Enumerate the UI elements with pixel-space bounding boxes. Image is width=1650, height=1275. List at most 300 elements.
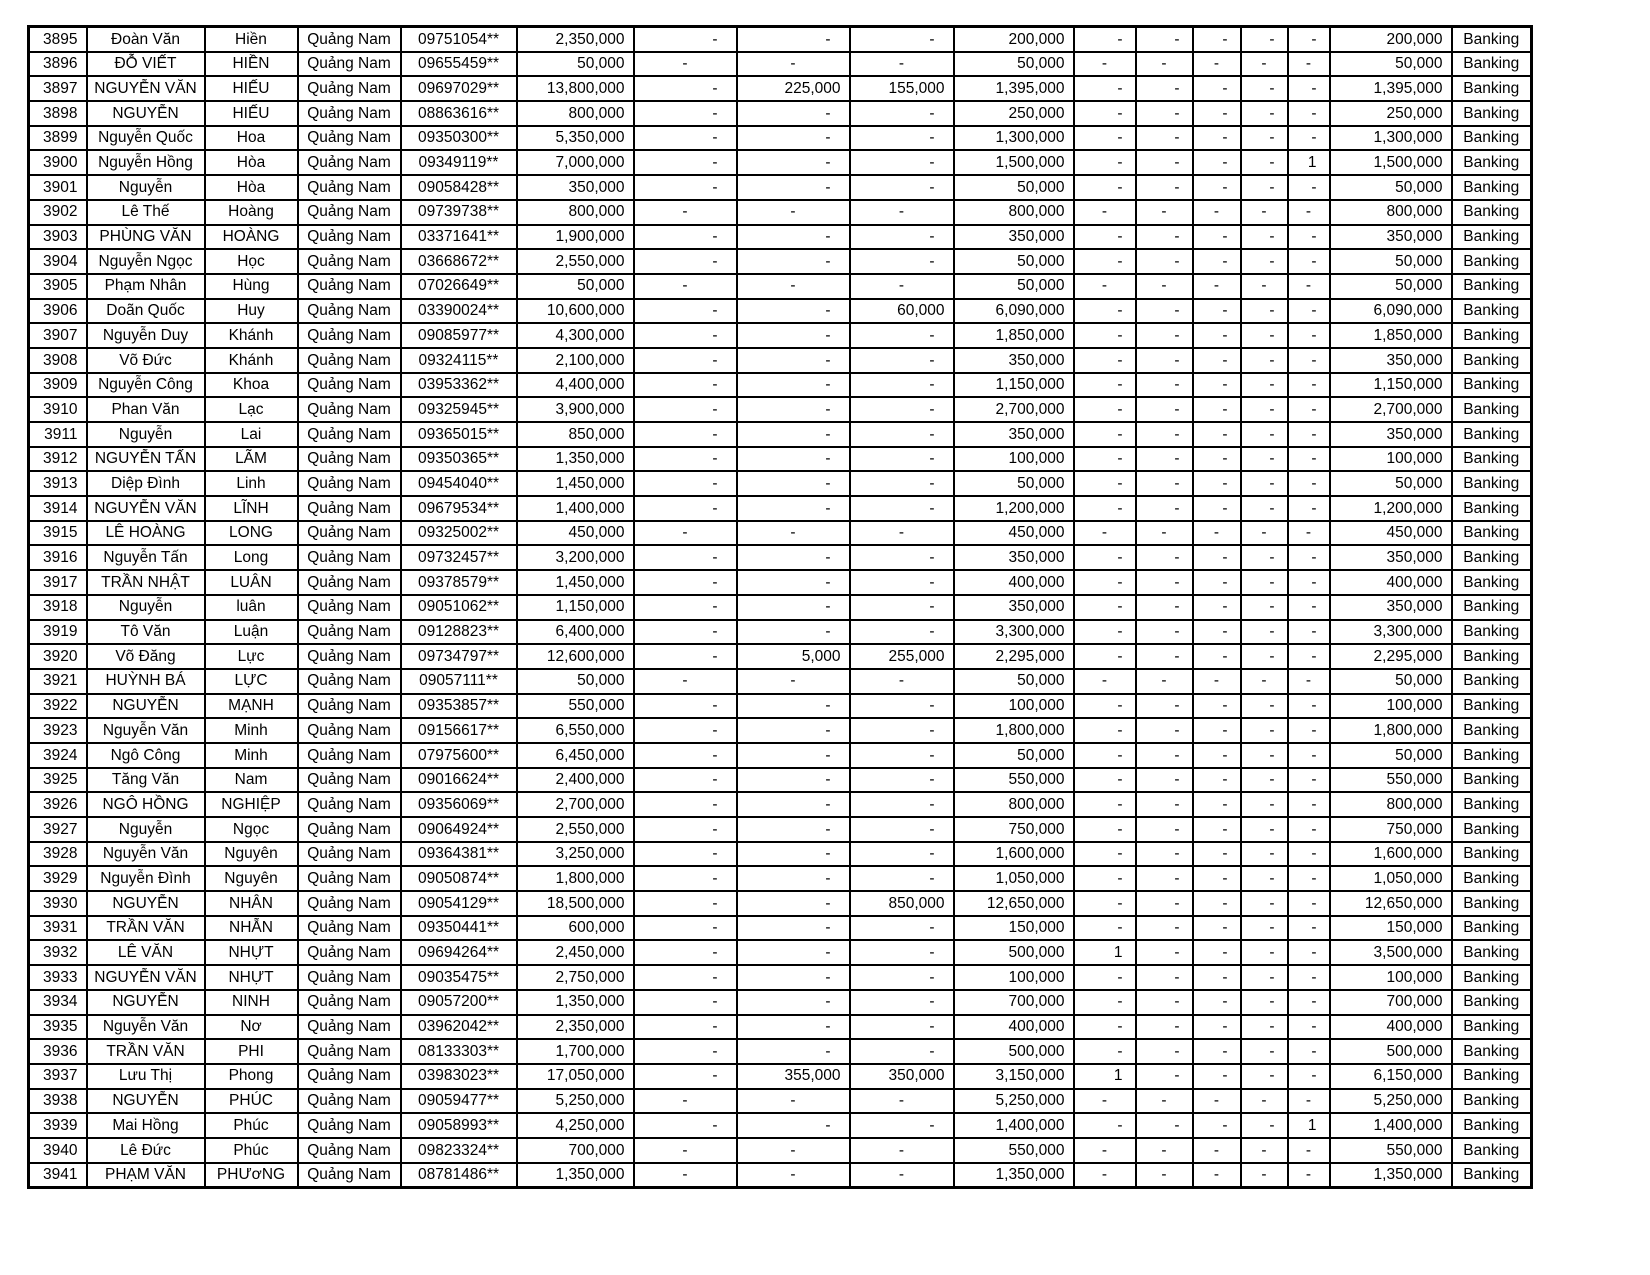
cell-flag-4: - — [1241, 76, 1288, 101]
cell-family-name: NHẪN — [205, 916, 298, 941]
cell-amount-final: 50,000 — [1330, 249, 1452, 274]
cell-flag-3: - — [1193, 1015, 1241, 1040]
cell-phone-masked: 09751054** — [401, 27, 517, 52]
cell-flag-4: - — [1241, 126, 1288, 151]
cell-amount-col7: - — [634, 1163, 737, 1188]
cell-flag-5: - — [1288, 397, 1330, 422]
cell-given-name: PHÙNG VĂN — [87, 225, 205, 250]
cell-given-name: NGÔ HỒNG — [87, 792, 205, 817]
cell-amount-col10: 3,150,000 — [954, 1064, 1074, 1089]
cell-flag-3: - — [1193, 101, 1241, 126]
cell-flag-5: - — [1288, 126, 1330, 151]
cell-amount-col10: 500,000 — [954, 940, 1074, 965]
cell-given-name: PHẠM VĂN — [87, 1163, 205, 1188]
cell-amount-col9: - — [850, 916, 954, 941]
cell-province: Quảng Nam — [298, 792, 401, 817]
cell-payment-method: Banking — [1452, 866, 1532, 891]
cell-row-id: 3921 — [29, 669, 87, 694]
cell-row-id: 3927 — [29, 817, 87, 842]
cell-family-name: Hòa — [205, 150, 298, 175]
cell-family-name: HIẾU — [205, 101, 298, 126]
cell-phone-masked: 09050874** — [401, 866, 517, 891]
cell-family-name: Hiền — [205, 27, 298, 52]
cell-given-name: Phan Văn — [87, 397, 205, 422]
cell-flag-3: - — [1193, 940, 1241, 965]
cell-flag-4: - — [1241, 447, 1288, 472]
cell-amount-final: 350,000 — [1330, 348, 1452, 373]
cell-payment-method: Banking — [1452, 1089, 1532, 1114]
cell-row-id: 3900 — [29, 150, 87, 175]
cell-row-id: 3902 — [29, 200, 87, 225]
cell-given-name: NGUYỄN — [87, 990, 205, 1015]
cell-flag-2: - — [1136, 471, 1193, 496]
cell-flag-1: - — [1074, 249, 1136, 274]
cell-family-name: HIỀN — [205, 52, 298, 77]
cell-flag-3: - — [1193, 1089, 1241, 1114]
cell-payment-method: Banking — [1452, 274, 1532, 299]
cell-family-name: Nơ — [205, 1015, 298, 1040]
cell-amount-col9: - — [850, 866, 954, 891]
cell-flag-4: - — [1241, 496, 1288, 521]
cell-flag-4: - — [1241, 1138, 1288, 1163]
cell-amount-final: 550,000 — [1330, 768, 1452, 793]
cell-flag-2: - — [1136, 200, 1193, 225]
cell-flag-4: - — [1241, 990, 1288, 1015]
cell-payment-method: Banking — [1452, 397, 1532, 422]
cell-phone-masked: 03983023** — [401, 1064, 517, 1089]
cell-province: Quảng Nam — [298, 842, 401, 867]
cell-amount-total: 1,700,000 — [517, 1039, 634, 1064]
cell-flag-1: - — [1074, 225, 1136, 250]
cell-flag-2: - — [1136, 225, 1193, 250]
cell-flag-4: - — [1241, 150, 1288, 175]
cell-flag-2: - — [1136, 447, 1193, 472]
cell-amount-col8: - — [737, 27, 850, 52]
cell-amount-col9: - — [850, 694, 954, 719]
table-row — [29, 1138, 1532, 1163]
cell-flag-1: - — [1074, 422, 1136, 447]
table-row — [29, 76, 1532, 101]
cell-province: Quảng Nam — [298, 76, 401, 101]
table-row — [29, 545, 1532, 570]
cell-payment-method: Banking — [1452, 175, 1532, 200]
cell-amount-col9: 60,000 — [850, 299, 954, 324]
cell-amount-col7: - — [634, 76, 737, 101]
cell-given-name: Nguyễn Đình — [87, 866, 205, 891]
cell-amount-final: 1,400,000 — [1330, 1113, 1452, 1138]
cell-flag-3: - — [1193, 200, 1241, 225]
cell-flag-5: - — [1288, 1138, 1330, 1163]
cell-amount-col9: - — [850, 52, 954, 77]
cell-amount-col10: 50,000 — [954, 175, 1074, 200]
cell-phone-masked: 09655459** — [401, 52, 517, 77]
cell-phone-masked: 09732457** — [401, 545, 517, 570]
cell-flag-2: - — [1136, 718, 1193, 743]
cell-province: Quảng Nam — [298, 570, 401, 595]
cell-flag-4: - — [1241, 1015, 1288, 1040]
cell-amount-final: 800,000 — [1330, 792, 1452, 817]
cell-amount-col10: 6,090,000 — [954, 299, 1074, 324]
cell-given-name: ĐỖ VIẾT — [87, 52, 205, 77]
cell-flag-4: - — [1241, 891, 1288, 916]
cell-flag-1: - — [1074, 76, 1136, 101]
cell-flag-2: - — [1136, 274, 1193, 299]
cell-amount-final: 50,000 — [1330, 52, 1452, 77]
cell-flag-1: - — [1074, 1015, 1136, 1040]
cell-province: Quảng Nam — [298, 1089, 401, 1114]
cell-amount-total: 550,000 — [517, 694, 634, 719]
cell-amount-col10: 450,000 — [954, 521, 1074, 546]
cell-amount-col8: - — [737, 669, 850, 694]
cell-province: Quảng Nam — [298, 150, 401, 175]
cell-family-name: Phúc — [205, 1138, 298, 1163]
cell-given-name: Mai Hồng — [87, 1113, 205, 1138]
table-row — [29, 1163, 1532, 1188]
cell-province: Quảng Nam — [298, 200, 401, 225]
cell-row-id: 3896 — [29, 52, 87, 77]
cell-amount-col10: 5,250,000 — [954, 1089, 1074, 1114]
cell-family-name: PHÚC — [205, 1089, 298, 1114]
cell-amount-col8: 5,000 — [737, 644, 850, 669]
cell-amount-col9: - — [850, 447, 954, 472]
cell-phone-masked: 09058428** — [401, 175, 517, 200]
cell-flag-1: - — [1074, 126, 1136, 151]
cell-amount-final: 6,150,000 — [1330, 1064, 1452, 1089]
cell-amount-col9: - — [850, 496, 954, 521]
cell-flag-2: - — [1136, 891, 1193, 916]
cell-amount-col7: - — [634, 274, 737, 299]
cell-flag-4: - — [1241, 274, 1288, 299]
cell-amount-col8: - — [737, 299, 850, 324]
cell-family-name: HOÀNG — [205, 225, 298, 250]
table-row — [29, 1113, 1532, 1138]
cell-amount-total: 2,450,000 — [517, 940, 634, 965]
cell-amount-col7: - — [634, 521, 737, 546]
cell-amount-col8: - — [737, 595, 850, 620]
cell-flag-3: - — [1193, 496, 1241, 521]
cell-given-name: Ngô Công — [87, 743, 205, 768]
cell-phone-masked: 09679534** — [401, 496, 517, 521]
cell-flag-1: - — [1074, 891, 1136, 916]
cell-family-name: LĨNH — [205, 496, 298, 521]
cell-flag-3: - — [1193, 1138, 1241, 1163]
cell-given-name: Nguyễn — [87, 175, 205, 200]
cell-amount-col8: - — [737, 916, 850, 941]
cell-amount-total: 1,800,000 — [517, 866, 634, 891]
table-row — [29, 595, 1532, 620]
cell-phone-masked: 09694264** — [401, 940, 517, 965]
cell-flag-1: - — [1074, 644, 1136, 669]
cell-family-name: Lực — [205, 644, 298, 669]
cell-payment-method: Banking — [1452, 1138, 1532, 1163]
cell-amount-total: 1,400,000 — [517, 496, 634, 521]
cell-flag-3: - — [1193, 52, 1241, 77]
cell-amount-final: 1,850,000 — [1330, 323, 1452, 348]
cell-amount-total: 350,000 — [517, 175, 634, 200]
cell-amount-col8: - — [737, 1163, 850, 1188]
cell-phone-masked: 09364381** — [401, 842, 517, 867]
cell-row-id: 3932 — [29, 940, 87, 965]
cell-amount-col7: - — [634, 595, 737, 620]
cell-amount-col8: 225,000 — [737, 76, 850, 101]
table-row — [29, 52, 1532, 77]
cell-flag-1: - — [1074, 842, 1136, 867]
cell-given-name: Nguyễn — [87, 422, 205, 447]
table-row — [29, 521, 1532, 546]
cell-amount-col9: - — [850, 225, 954, 250]
cell-amount-col9: - — [850, 1089, 954, 1114]
cell-given-name: Lê Thế — [87, 200, 205, 225]
cell-family-name: Hoa — [205, 126, 298, 151]
cell-row-id: 3940 — [29, 1138, 87, 1163]
cell-amount-total: 6,450,000 — [517, 743, 634, 768]
cell-flag-4: - — [1241, 1113, 1288, 1138]
cell-flag-2: - — [1136, 1089, 1193, 1114]
table-row — [29, 792, 1532, 817]
cell-flag-3: - — [1193, 126, 1241, 151]
cell-flag-2: - — [1136, 669, 1193, 694]
cell-amount-col10: 550,000 — [954, 1138, 1074, 1163]
cell-amount-total: 800,000 — [517, 200, 634, 225]
cell-flag-3: - — [1193, 175, 1241, 200]
cell-amount-total: 3,250,000 — [517, 842, 634, 867]
cell-amount-col7: - — [634, 200, 737, 225]
cell-amount-col8: - — [737, 422, 850, 447]
cell-amount-col8: - — [737, 743, 850, 768]
cell-amount-col10: 1,400,000 — [954, 1113, 1074, 1138]
cell-given-name: Phạm Nhân — [87, 274, 205, 299]
cell-province: Quảng Nam — [298, 743, 401, 768]
cell-given-name: TRẦN VĂN — [87, 1039, 205, 1064]
cell-amount-final: 400,000 — [1330, 570, 1452, 595]
cell-amount-col7: - — [634, 299, 737, 324]
cell-amount-col9: - — [850, 150, 954, 175]
cell-flag-5: - — [1288, 200, 1330, 225]
cell-amount-col8: - — [737, 323, 850, 348]
cell-flag-1: - — [1074, 595, 1136, 620]
cell-amount-col7: - — [634, 1138, 737, 1163]
cell-flag-3: - — [1193, 323, 1241, 348]
cell-province: Quảng Nam — [298, 1138, 401, 1163]
table-row — [29, 940, 1532, 965]
cell-row-id: 3919 — [29, 620, 87, 645]
cell-flag-2: - — [1136, 866, 1193, 891]
cell-flag-2: - — [1136, 249, 1193, 274]
cell-flag-5: - — [1288, 990, 1330, 1015]
cell-flag-1: - — [1074, 150, 1136, 175]
cell-amount-final: 1,350,000 — [1330, 1163, 1452, 1188]
cell-flag-2: - — [1136, 150, 1193, 175]
cell-amount-col9: - — [850, 422, 954, 447]
cell-amount-col9: - — [850, 743, 954, 768]
cell-amount-final: 350,000 — [1330, 225, 1452, 250]
cell-flag-4: - — [1241, 397, 1288, 422]
cell-phone-masked: 09697029** — [401, 76, 517, 101]
cell-payment-method: Banking — [1452, 422, 1532, 447]
cell-amount-col9: - — [850, 101, 954, 126]
cell-flag-1: - — [1074, 694, 1136, 719]
cell-flag-1: - — [1074, 1089, 1136, 1114]
cell-phone-masked: 09054129** — [401, 891, 517, 916]
cell-row-id: 3929 — [29, 866, 87, 891]
cell-flag-2: - — [1136, 348, 1193, 373]
cell-flag-1: - — [1074, 274, 1136, 299]
cell-flag-2: - — [1136, 52, 1193, 77]
cell-province: Quảng Nam — [298, 669, 401, 694]
cell-amount-col10: 1,600,000 — [954, 842, 1074, 867]
cell-given-name: Doãn Quốc — [87, 299, 205, 324]
cell-row-id: 3920 — [29, 644, 87, 669]
cell-phone-masked: 08863616** — [401, 101, 517, 126]
cell-flag-5: - — [1288, 225, 1330, 250]
cell-flag-4: - — [1241, 669, 1288, 694]
cell-flag-3: - — [1193, 150, 1241, 175]
spreadsheet-page — [27, 25, 1533, 1189]
table-row — [29, 1064, 1532, 1089]
cell-flag-3: - — [1193, 570, 1241, 595]
cell-province: Quảng Nam — [298, 1163, 401, 1188]
cell-flag-3: - — [1193, 348, 1241, 373]
cell-province: Quảng Nam — [298, 1064, 401, 1089]
cell-amount-total: 2,750,000 — [517, 965, 634, 990]
cell-given-name: HUỲNH BÁ — [87, 669, 205, 694]
cell-payment-method: Banking — [1452, 940, 1532, 965]
cell-amount-total: 1,350,000 — [517, 1163, 634, 1188]
cell-flag-3: - — [1193, 274, 1241, 299]
cell-amount-col10: 350,000 — [954, 545, 1074, 570]
cell-payment-method: Banking — [1452, 200, 1532, 225]
table-row — [29, 1039, 1532, 1064]
cell-row-id: 3939 — [29, 1113, 87, 1138]
cell-phone-masked: 07975600** — [401, 743, 517, 768]
cell-given-name: NGUYỄN VĂN — [87, 76, 205, 101]
cell-amount-final: 700,000 — [1330, 990, 1452, 1015]
cell-flag-5: - — [1288, 249, 1330, 274]
cell-amount-col8: - — [737, 965, 850, 990]
cell-family-name: LUÂN — [205, 570, 298, 595]
cell-given-name: Nguyễn Duy — [87, 323, 205, 348]
cell-amount-col10: 350,000 — [954, 348, 1074, 373]
cell-payment-method: Banking — [1452, 916, 1532, 941]
cell-province: Quảng Nam — [298, 225, 401, 250]
cell-amount-col10: 50,000 — [954, 669, 1074, 694]
cell-amount-col9: - — [850, 348, 954, 373]
cell-flag-2: - — [1136, 768, 1193, 793]
cell-flag-2: - — [1136, 545, 1193, 570]
cell-family-name: Ngọc — [205, 817, 298, 842]
cell-amount-col10: 1,850,000 — [954, 323, 1074, 348]
cell-payment-method: Banking — [1452, 348, 1532, 373]
cell-row-id: 3924 — [29, 743, 87, 768]
table-row — [29, 126, 1532, 151]
cell-given-name: Lê Đức — [87, 1138, 205, 1163]
cell-amount-col9: - — [850, 595, 954, 620]
cell-amount-col7: - — [634, 150, 737, 175]
cell-province: Quảng Nam — [298, 373, 401, 398]
cell-flag-1: - — [1074, 620, 1136, 645]
cell-amount-col8: - — [737, 348, 850, 373]
cell-flag-3: - — [1193, 718, 1241, 743]
cell-amount-col8: - — [737, 200, 850, 225]
cell-family-name: LÃM — [205, 447, 298, 472]
cell-flag-3: - — [1193, 792, 1241, 817]
table-row — [29, 150, 1532, 175]
table-row — [29, 1089, 1532, 1114]
cell-row-id: 3926 — [29, 792, 87, 817]
cell-flag-5: - — [1288, 916, 1330, 941]
cell-amount-col8: - — [737, 891, 850, 916]
table-row — [29, 175, 1532, 200]
cell-amount-col9: - — [850, 718, 954, 743]
cell-flag-2: - — [1136, 940, 1193, 965]
cell-amount-col7: - — [634, 27, 737, 52]
cell-amount-total: 50,000 — [517, 274, 634, 299]
cell-flag-3: - — [1193, 595, 1241, 620]
cell-payment-method: Banking — [1452, 150, 1532, 175]
cell-flag-3: - — [1193, 422, 1241, 447]
cell-province: Quảng Nam — [298, 644, 401, 669]
cell-flag-4: - — [1241, 817, 1288, 842]
cell-amount-col9: - — [850, 545, 954, 570]
cell-payment-method: Banking — [1452, 1064, 1532, 1089]
cell-amount-col8: - — [737, 496, 850, 521]
cell-given-name: Nguyễn Tấn — [87, 545, 205, 570]
cell-given-name: Nguyễn — [87, 595, 205, 620]
cell-flag-2: - — [1136, 916, 1193, 941]
cell-given-name: Diệp Đình — [87, 471, 205, 496]
cell-flag-5: - — [1288, 545, 1330, 570]
cell-given-name: NGUYỄN — [87, 1089, 205, 1114]
cell-family-name: Khánh — [205, 348, 298, 373]
cell-amount-col9: - — [850, 620, 954, 645]
cell-row-id: 3916 — [29, 545, 87, 570]
cell-phone-masked: 09823324** — [401, 1138, 517, 1163]
cell-flag-5: - — [1288, 1015, 1330, 1040]
cell-amount-total: 6,400,000 — [517, 620, 634, 645]
cell-given-name: NGUYỄN — [87, 891, 205, 916]
cell-amount-col7: - — [634, 1089, 737, 1114]
table-row — [29, 644, 1532, 669]
cell-amount-col7: - — [634, 545, 737, 570]
cell-province: Quảng Nam — [298, 27, 401, 52]
cell-province: Quảng Nam — [298, 422, 401, 447]
cell-flag-1: - — [1074, 200, 1136, 225]
cell-phone-masked: 09349119** — [401, 150, 517, 175]
cell-flag-4: - — [1241, 792, 1288, 817]
cell-flag-3: - — [1193, 1113, 1241, 1138]
cell-amount-col8: - — [737, 274, 850, 299]
cell-amount-col8: - — [737, 694, 850, 719]
cell-flag-3: - — [1193, 225, 1241, 250]
cell-province: Quảng Nam — [298, 940, 401, 965]
cell-flag-2: - — [1136, 1039, 1193, 1064]
cell-given-name: Võ Đức — [87, 348, 205, 373]
cell-amount-final: 5,250,000 — [1330, 1089, 1452, 1114]
cell-province: Quảng Nam — [298, 718, 401, 743]
cell-amount-col8: - — [737, 521, 850, 546]
cell-amount-col8: - — [737, 1015, 850, 1040]
cell-flag-1: - — [1074, 496, 1136, 521]
table-row — [29, 768, 1532, 793]
cell-flag-1: - — [1074, 570, 1136, 595]
cell-given-name: Nguyễn Công — [87, 373, 205, 398]
cell-amount-final: 500,000 — [1330, 1039, 1452, 1064]
cell-amount-col7: - — [634, 866, 737, 891]
cell-given-name: Nguyễn Văn — [87, 842, 205, 867]
cell-province: Quảng Nam — [298, 817, 401, 842]
cell-flag-5: - — [1288, 373, 1330, 398]
cell-row-id: 3904 — [29, 249, 87, 274]
